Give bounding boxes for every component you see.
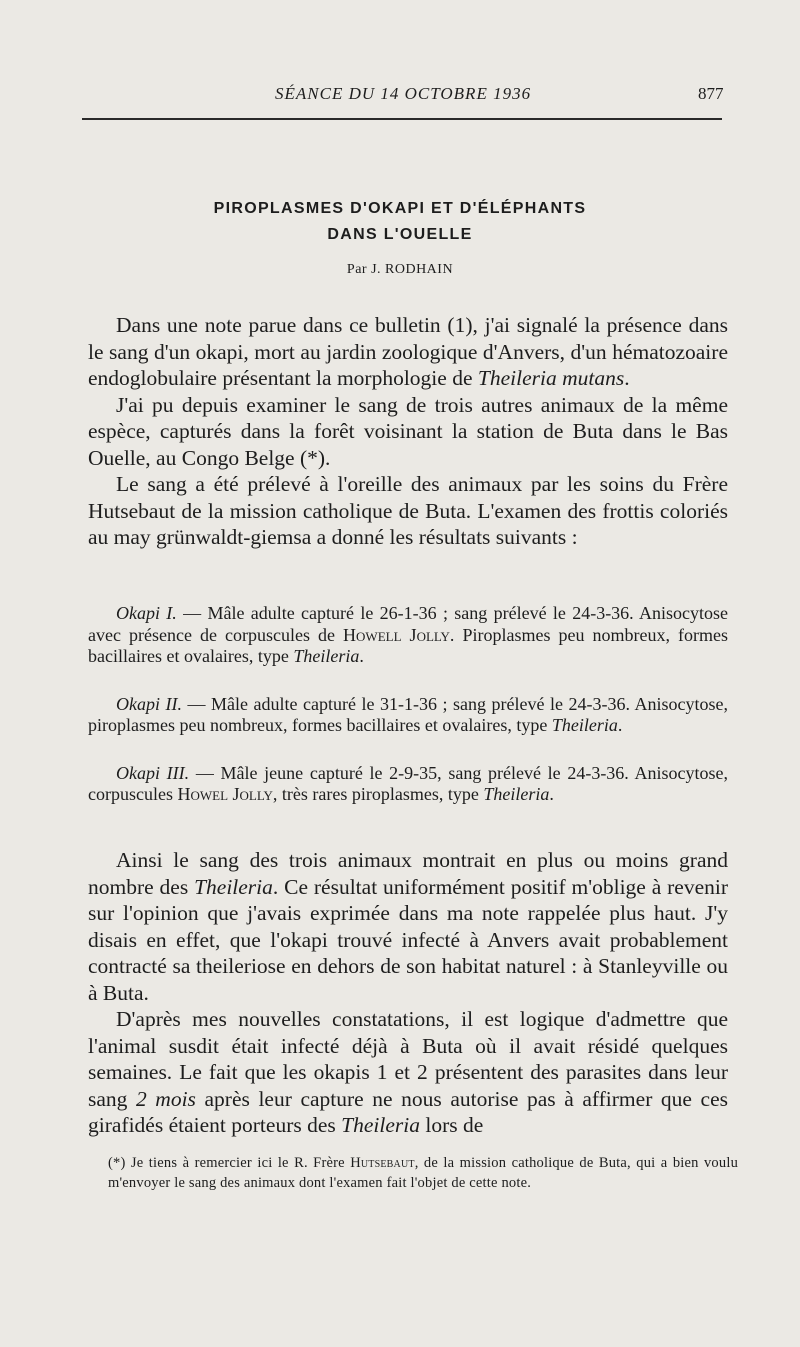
paragraph-2: J'ai pu depuis examiner le sang de trois autres animaux de la même espèce, capturés dans la forêt voisinant la station de Buta dans le Bas Ouelle, au Congo Belge (*). bbox=[88, 392, 728, 470]
specimen-label: Okapi III. bbox=[116, 762, 190, 783]
specimen-label: Okapi II. bbox=[116, 693, 182, 714]
intro-paragraphs bbox=[88, 312, 728, 551]
specimen-okapi-1: Okapi I. — Mâle adulte capturé le 26-1-36 ; sang prélevé le 24-3-36. Anisocytose avec présence de corpuscules de Howell Jolly. Piroplasmes peu nombreux, formes bacillaires et ovalaires, type Theileria. bbox=[88, 603, 729, 666]
title-line-2: DANS L'OUELLE bbox=[327, 226, 473, 243]
article-title bbox=[0, 196, 800, 248]
genus-name: Theileria bbox=[483, 784, 550, 804]
footnote-name: Hutsebaut bbox=[350, 1155, 415, 1171]
specimen-okapi-3: Okapi III. — Mâle jeune capturé le 2-9-35, sang prélevé le 24-3-36. Anisocytose, corpuscules Howel Jolly, très rares piroplasmes, type Theileria. bbox=[88, 762, 728, 804]
running-title: SÉANCE DU 14 OCTOBRE 1936 bbox=[275, 84, 532, 103]
author-name: Howel Jolly bbox=[177, 784, 273, 804]
specimen-list bbox=[88, 603, 728, 832]
footnote bbox=[108, 1153, 738, 1193]
genus-name: Theileria bbox=[551, 715, 618, 735]
footnote-text: (*) Je tiens à remercier ici le R. Frère Hutsebaut, de la mission catholique de Buta, qui a bien voulu m'envoyer le sang des animaux dont l'examen fait l'objet de cette note. bbox=[108, 1155, 739, 1191]
genus-name: Theileria bbox=[194, 874, 273, 899]
specimen-okapi-2: Okapi II. — Mâle adulte capturé le 31-1-36 ; sang prélevé le 24-3-36. Anisocytose, piroplasmes peu nombreux, formes bacillaires et ovalaires, type Theileria. bbox=[88, 693, 728, 735]
page-number: 877 bbox=[698, 84, 724, 103]
duration: 2 mois bbox=[135, 1086, 196, 1111]
running-header bbox=[0, 84, 800, 114]
paragraph-4: Ainsi le sang des trois animaux montrait en plus ou moins grand nombre des Theileria. Ce résultat uniformément positif m'oblige à revenir sur l'opinion que j'avais exprimée dans ma note rappelée plus haut. J'y disais en effet, que l'okapi trouvé infecté à Anvers avait probablement contracté sa theileriose en dehors de son habitat naturel : à Stanleyville ou à Buta. bbox=[88, 848, 728, 1005]
title-line-1: PIROPLASMES D'OKAPI ET D'ÉLÉPHANTS bbox=[213, 200, 587, 217]
genus-name: Theileria bbox=[341, 1113, 420, 1137]
genus-name: Theileria bbox=[293, 646, 360, 666]
author-line: Par J. RODHAIN bbox=[346, 262, 454, 277]
species-name: Theileria mutans bbox=[477, 366, 625, 390]
paragraph-3: Le sang a été prélevé à l'oreille des animaux par les soins du Frère Hutsebaut de la mission catholique de Buta. L'examen des frottis coloriés au may grünwaldt-giemsa a donné les résultats suivants : bbox=[88, 472, 728, 549]
paragraph-5: D'après mes nouvelles constatations, il est logique d'admettre que l'animal susdit était infecté déjà à Buta où il avait résidé quelques semaines. Le fait que les okapis 1 et 2 présentent des parasites dans leur sang 2 mois après leur capture ne nous autorise pas à affirmer que ces girafidés étaient porteurs des Theileria lors de bbox=[88, 1007, 728, 1137]
specimen-label: Okapi I. bbox=[116, 603, 177, 623]
conclusion-paragraphs bbox=[88, 847, 728, 1139]
author-name: Howell Jolly bbox=[343, 624, 450, 645]
paragraph-1: Dans une note parue dans ce bulletin (1), j'ai signalé la présence dans le sang d'un okapi, mort au jardin zoologique d'Anvers, d'un hématozoaire endoglobulaire présentant la morphologie de Theileria mutans. bbox=[88, 313, 728, 390]
header-rule bbox=[82, 118, 722, 120]
